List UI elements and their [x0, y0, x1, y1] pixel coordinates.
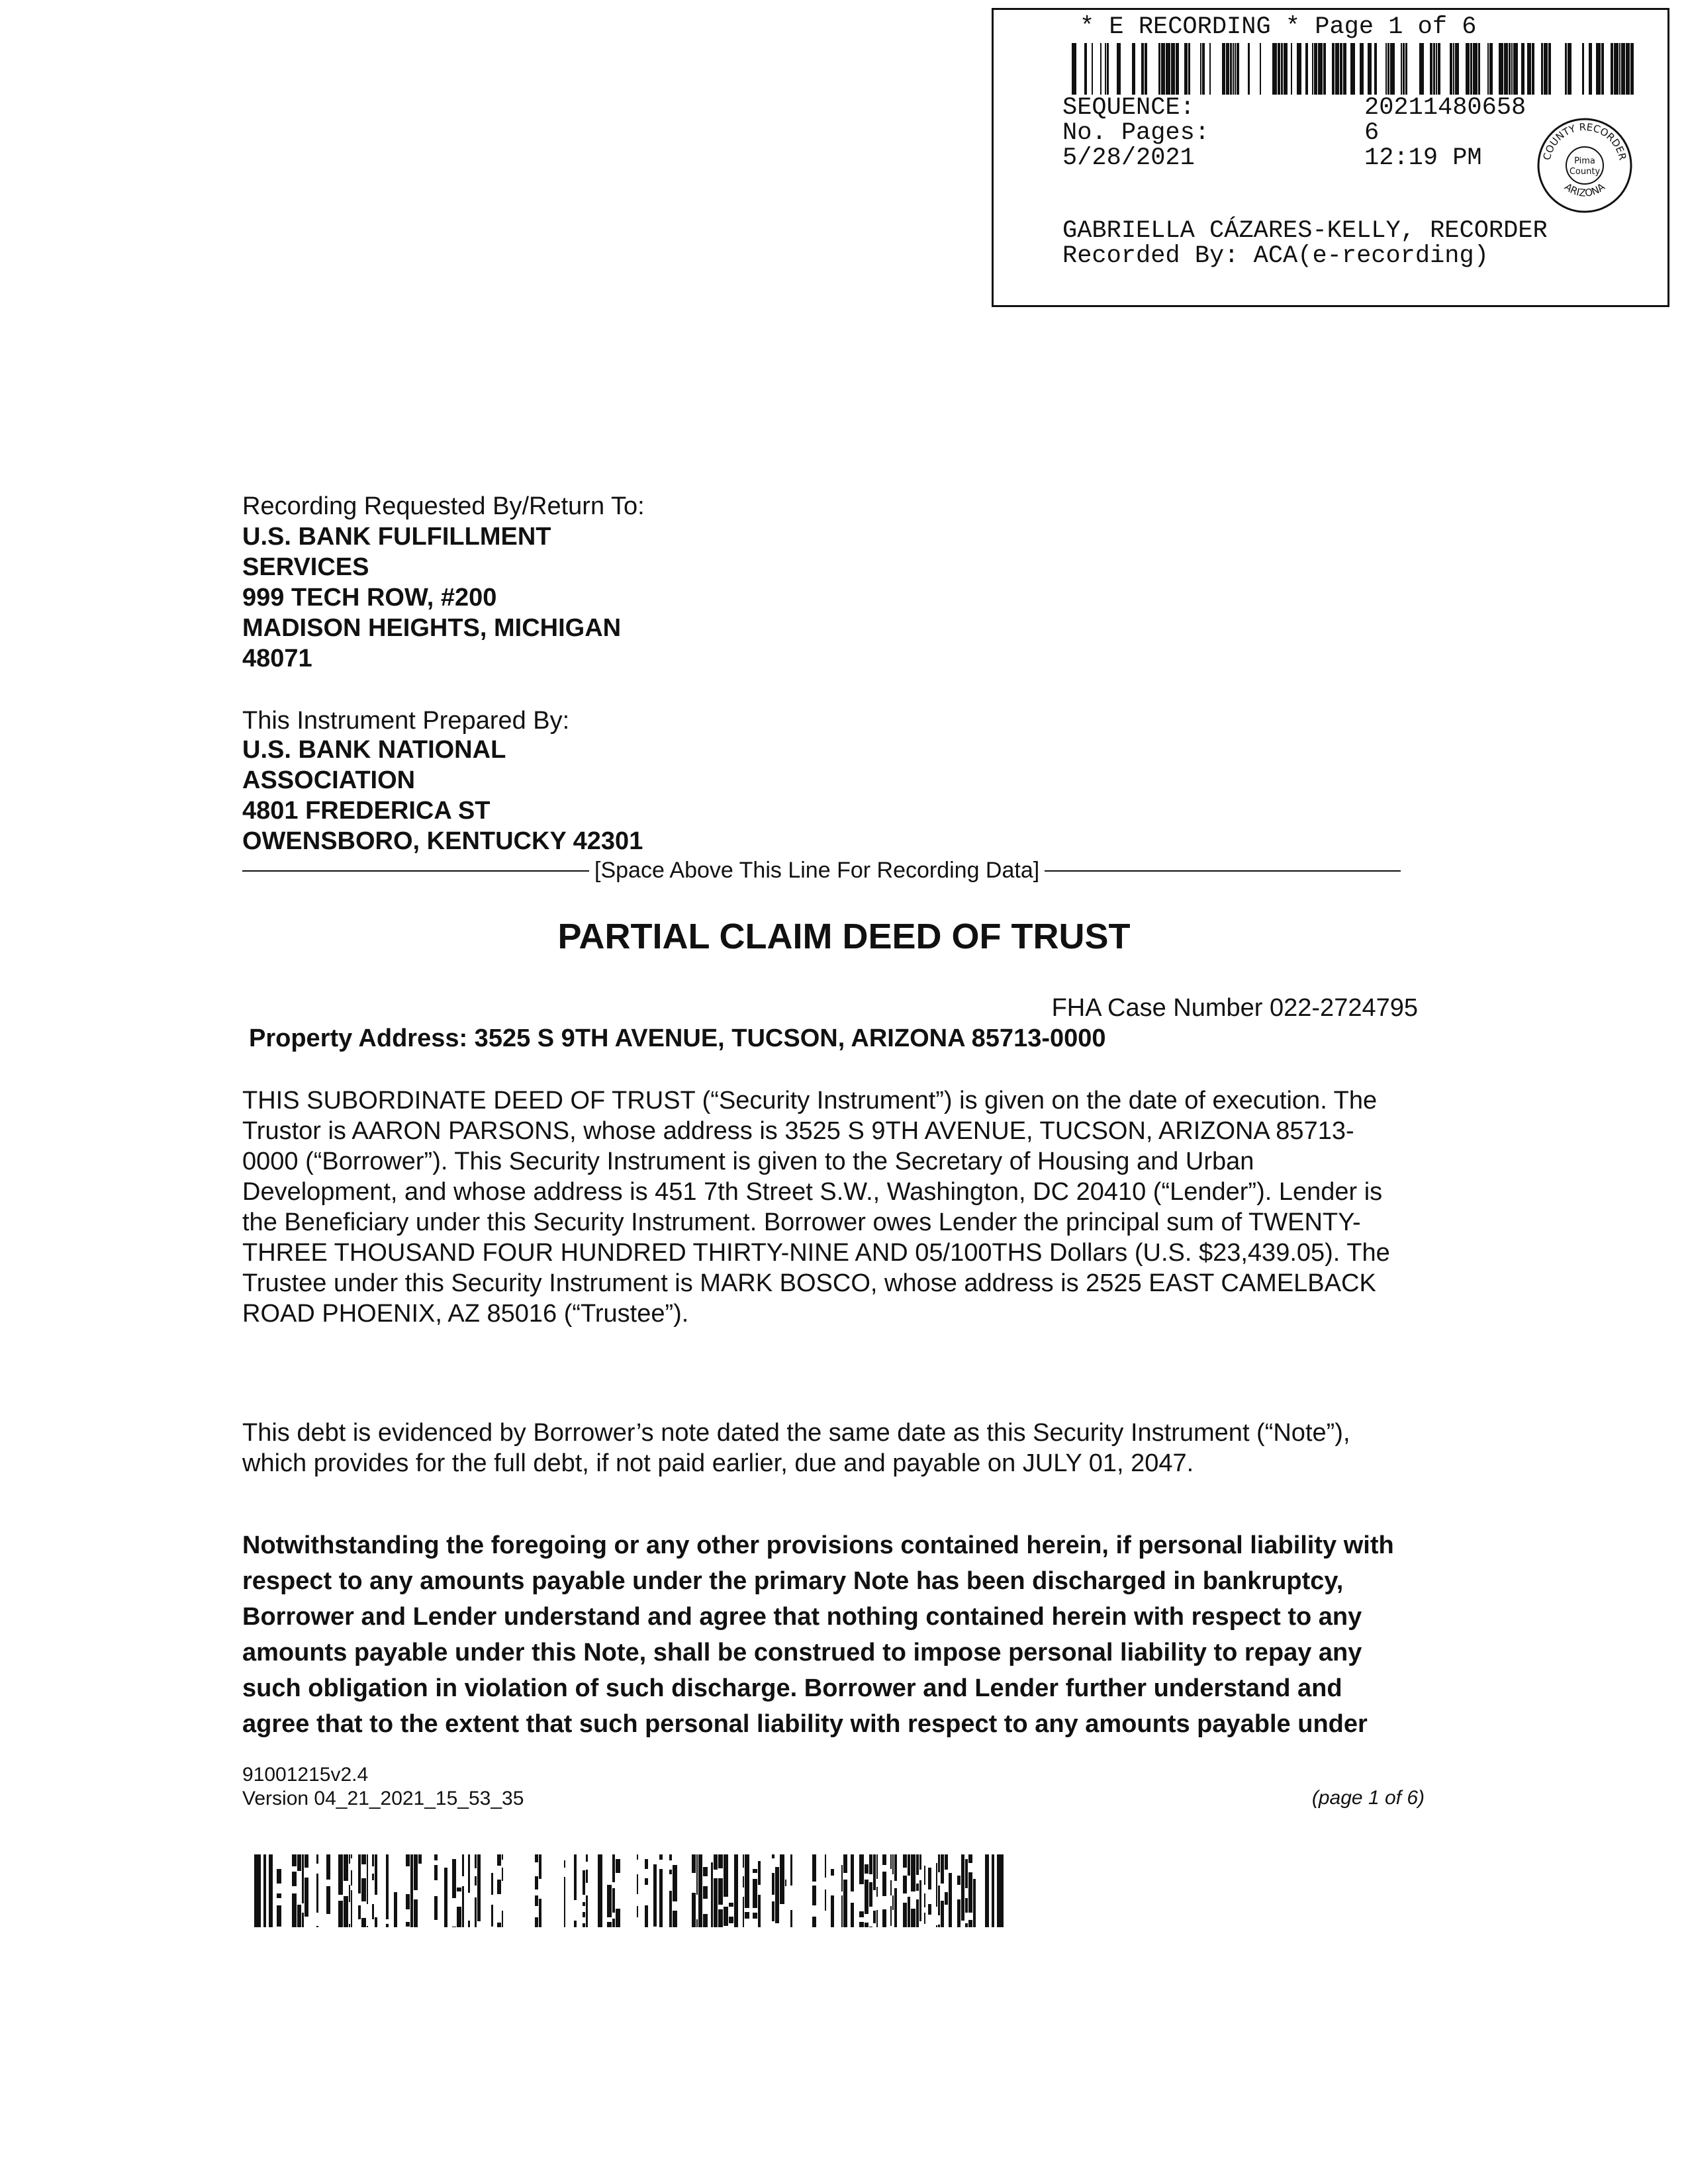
paragraph-line: Trustee under this Security Instrument is MARK BOSCO, whose address is 2525 EAST CAMELBACK — [242, 1269, 1376, 1297]
svg-text:COUNTY RECORDER — [1541, 121, 1629, 161]
seal-center-line-2: County — [1569, 167, 1601, 177]
recording-date: 5/28/2021 — [1062, 144, 1195, 172]
footer-left — [242, 1763, 524, 1811]
recording-barcode — [1072, 43, 1641, 95]
paragraph-line: This debt is evidenced by Borrower’s note dated the same date as this Security Instrument (“Note”), — [242, 1419, 1350, 1447]
paragraph-line: 0000 (“Borrower”). This Security Instrument is given to the Secretary of Housing and Urban — [242, 1148, 1254, 1175]
recording-stamp-box — [992, 8, 1669, 307]
document-id: 91001215v2.4 — [242, 1764, 369, 1786]
prepared-by-line: 4801 FREDERICA ST — [242, 797, 491, 825]
return-to-line: 999 TECH ROW, #200 — [242, 584, 497, 612]
paragraph-security-instrument — [242, 1085, 1450, 1329]
recorded-by: Recorded By: ACA(e-recording) — [1062, 242, 1489, 270]
return-to-line: U.S. BANK FULFILLMENT — [242, 523, 551, 551]
seal-bottom-text: ARIZONA — [1562, 181, 1607, 199]
paragraph-line: THIS SUBORDINATE DEED OF TRUST (“Security Instrument”) is given on the date of execution. The — [242, 1087, 1378, 1115]
county-seal-icon — [1535, 116, 1634, 215]
document-title: PARTIAL CLAIM DEED OF TRUST — [557, 917, 1131, 956]
paragraph-note — [242, 1418, 1450, 1479]
recording-time: 12:19 PM — [1364, 144, 1482, 172]
paragraph-line: Notwithstanding the foregoing or any other provisions contained herein, if personal liability with — [242, 1531, 1394, 1559]
sequence-label: SEQUENCE: — [1062, 94, 1195, 122]
return-to-line: 48071 — [242, 645, 312, 672]
return-to-address — [242, 522, 621, 674]
pages-label: No. Pages: — [1062, 119, 1210, 147]
paragraph-line: respect to any amounts payable under the primary Note has been discharged in bankruptcy, — [242, 1567, 1344, 1595]
recording-header: * E RECORDING * Page 1 of 6 — [1080, 13, 1477, 41]
paragraph-bankruptcy — [242, 1527, 1450, 1742]
paragraph-line: THREE THOUSAND FOUR HUNDRED THIRTY-NINE AND 05/100THS Dollars (U.S. $23,439.05). The — [242, 1239, 1390, 1267]
prepared-by-line: OWENSBORO, KENTUCKY 42301 — [242, 827, 643, 855]
return-to-label: Recording Requested By/Return To: — [242, 492, 645, 520]
prepared-by-address — [242, 735, 643, 856]
property-address: Property Address: 3525 S 9TH AVENUE, TUCSON, ARIZONA 85713-0000 — [249, 1024, 1106, 1052]
page-number: (page 1 of 6) — [1311, 1787, 1425, 1809]
paragraph-line: which provides for the full debt, if not paid earlier, due and payable on JULY 01, 2047. — [242, 1449, 1194, 1477]
paragraph-line: such obligation in violation of such discharge. Borrower and Lender further understand and — [242, 1674, 1342, 1702]
prepared-by-line: U.S. BANK NATIONAL — [242, 736, 506, 764]
return-to-line: MADISON HEIGHTS, MICHIGAN — [242, 614, 622, 642]
seal-center-line-1: Pima — [1574, 156, 1595, 166]
space-above-label: [Space Above This Line For Recording Data] — [589, 858, 1045, 884]
paragraph-line: Borrower and Lender understand and agree that nothing contained herein with respect to any — [242, 1603, 1362, 1631]
fha-case-number: FHA Case Number 022-2724795 — [1051, 994, 1418, 1022]
paragraph-line: ROAD PHOENIX, AZ 85016 (“Trustee”). — [242, 1300, 689, 1328]
paragraph-line: agree that to the extent that such personal liability with respect to any amounts payable under — [242, 1710, 1368, 1738]
paragraph-line: Trustor is AARON PARSONS, whose address is 3525 S 9TH AVENUE, TUCSON, ARIZONA 85713- — [242, 1117, 1354, 1145]
seal-top-text: COUNTY RECORDER — [1540, 120, 1629, 161]
paragraph-line: Development, and whose address is 451 7th Street S.W., Washington, DC 20410 (“Lender”). Lender is — [242, 1178, 1383, 1206]
sequence-value: 20211480658 — [1364, 94, 1526, 122]
version-string: Version 04_21_2021_15_53_35 — [242, 1788, 524, 1809]
recorder-name: GABRIELLA CÁZARES-KELLY, RECORDER — [1062, 217, 1548, 245]
svg-text:ARIZONA — [1562, 181, 1607, 199]
prepared-by-label: This Instrument Prepared By: — [242, 707, 570, 735]
paragraph-line: amounts payable under this Note, shall be construed to impose personal liability to repay any — [242, 1639, 1362, 1666]
return-to-line: SERVICES — [242, 553, 369, 581]
page-barcode — [254, 1854, 1004, 1927]
prepared-by-line: ASSOCIATION — [242, 766, 416, 794]
paragraph-line: the Beneficiary under this Security Instrument. Borrower owes Lender the principal sum of TWENTY- — [242, 1208, 1361, 1236]
pages-value: 6 — [1364, 119, 1380, 147]
